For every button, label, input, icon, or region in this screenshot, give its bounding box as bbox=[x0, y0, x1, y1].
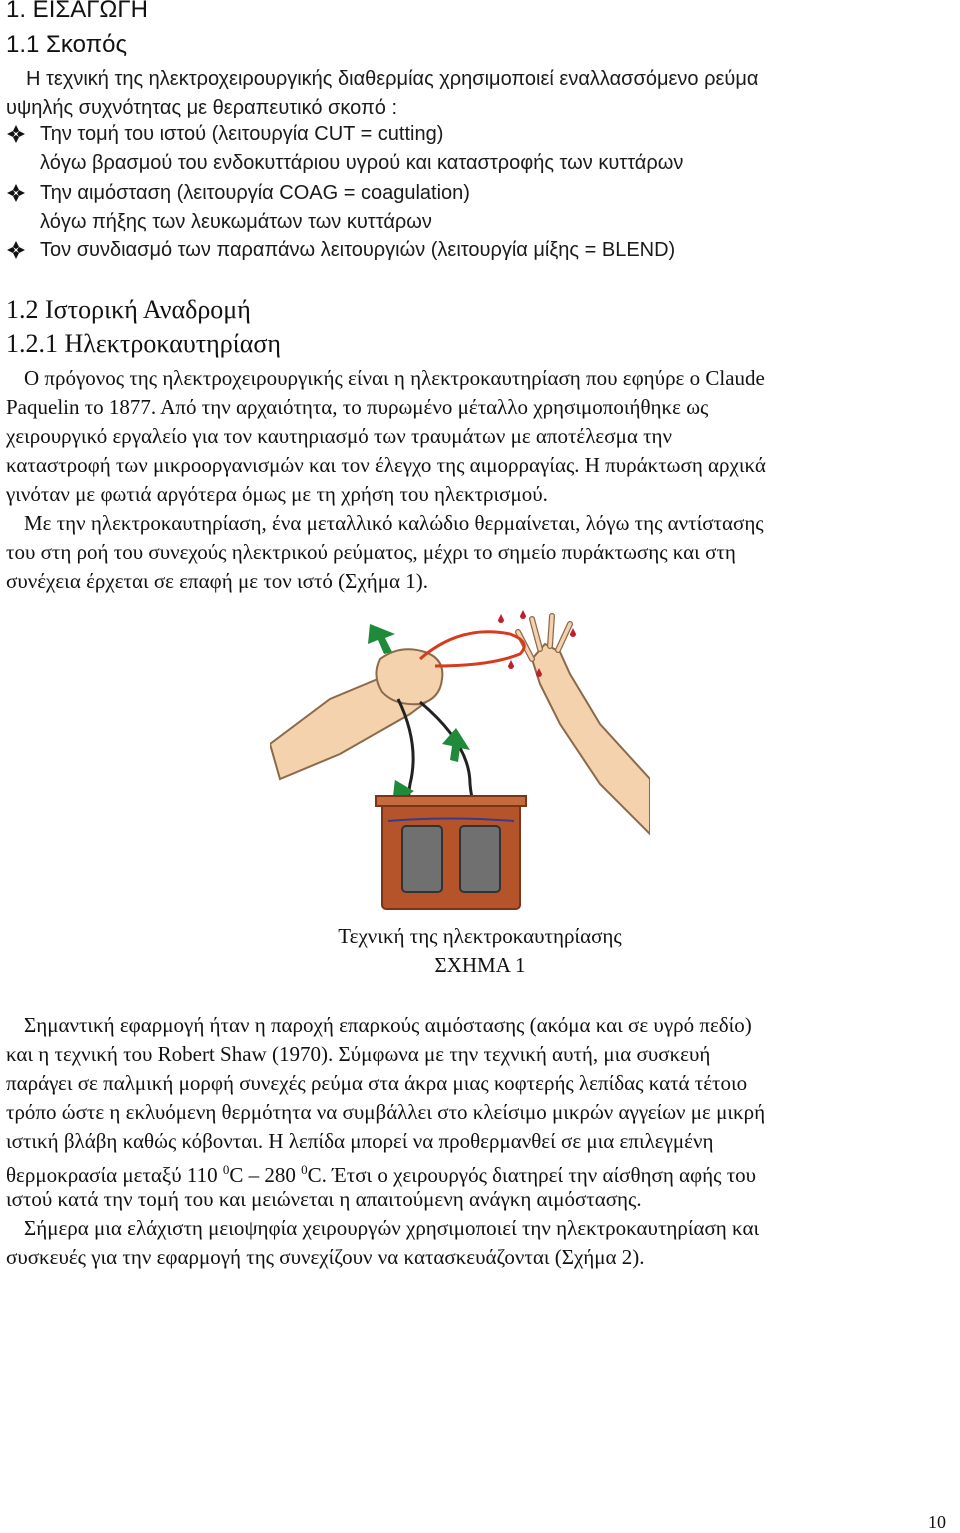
right-arm bbox=[532, 644, 650, 834]
para4-line-1: Σήμερα μια ελάχιστη μειοψηφία χειρουργών χρησιμοποιεί την ηλεκτροκαυτηρίαση και bbox=[24, 1216, 760, 1240]
left-fist bbox=[376, 649, 442, 704]
temp-post: C. Έτσι ο χειρουργός διατηρεί την αίσθηση αφής του bbox=[307, 1163, 757, 1187]
bullet-coag-line-2: λόγω πήξης των λευκωμάτων των κυττάρων bbox=[40, 211, 432, 233]
para4-line-2: συσκευές για την εφαρμογή της συνεχίζουν να κατασκευάζονται (Σχήμα 2). bbox=[6, 1245, 645, 1269]
para1-line-1: Ο πρόγονος της ηλεκτροχειρουργικής είναι η ηλεκτροκαυτηρίαση που εφηύρε ο Claude bbox=[24, 366, 765, 390]
bullet-cut-line-1: Την τομή του ιστού (λειτουργία CUT = cutting) bbox=[40, 123, 444, 145]
para1-line-4: καταστροφή των μικροοργανισμών και τον έλεγχο της αιμορραγίας. Η πυράκτωση αρχικά bbox=[6, 453, 766, 477]
degree-sup: 0 bbox=[222, 1162, 230, 1177]
battery-cell-left bbox=[402, 826, 442, 892]
temp-mid: C – 280 bbox=[229, 1163, 302, 1187]
battery-cell-right bbox=[460, 826, 500, 892]
temp-pre: θερμοκρασία μεταξύ 110 bbox=[6, 1163, 223, 1187]
para1-line-5: γινόταν με φωτιά αργότερα όμως με τη χρήση του ηλεκτρισμού. bbox=[6, 482, 548, 506]
diamond-bullet-icon bbox=[6, 240, 26, 260]
para3-line-5: ιστική βλάβη καθώς κόβονται. Η λεπίδα μπορεί να προθερμανθεί σε μια επιλεγμένη bbox=[6, 1129, 714, 1153]
para1-line-3: χειρουργικό εργαλείο για τον καυτηριασμό των τραυμάτων με αποτέλεσμα την bbox=[6, 424, 673, 448]
para3-line-2: και η τεχνική του Robert Shaw (1970). Σύμφωνα με την τεχνική αυτή, μια συσκευή bbox=[6, 1042, 711, 1066]
para2-line-2: του στη ροή του συνεχούς ηλεκτρικού ρεύματος, μέχρι το σημείο πυράκτωσης και στη bbox=[6, 540, 736, 564]
section-title-history: 1.2 Ιστορική Αναδρομή bbox=[6, 295, 251, 324]
chapter-heading: 1. ΕΙΣΑΓΩΓΗ bbox=[6, 0, 148, 23]
para1-line-2: Paquelin το 1877. Από την αρχαιότητα, το πυρωμένο μέταλλο χρησιμοποιήθηκε ως bbox=[6, 395, 709, 419]
section-title-purpose: 1.1 Σκοπός bbox=[6, 31, 128, 58]
figure-label: ΣΧΗΜΑ 1 bbox=[434, 953, 526, 977]
intro-line-2: υψηλής συχνότητας με θεραπευτικό σκοπό : bbox=[6, 97, 398, 119]
bullet-blend-line-1: Τον συνδιασμό των παραπάνω λειτουργιών (λειτουργία μίξης = BLEND) bbox=[40, 239, 676, 261]
intro-line-1: Η τεχνική της ηλεκτροχειρουργικής διαθερμίας χρησιμοποιεί εναλλασσόμενο ρεύμα bbox=[26, 68, 759, 90]
para3-end: ιστού κατά την τομή του και μειώνεται η απαιτούμενη ανάγκη αιμόστασης. bbox=[6, 1187, 642, 1211]
bullet-cut-line-2: λόγω βρασμού του ενδοκυττάριου υγρού και καταστροφής των κυττάρων bbox=[40, 152, 684, 174]
para3-line-1: Σημαντική εφαρμογή ήταν η παροχή επαρκούς αιμόστασης (ακόμα και σε υγρό πεδίο) bbox=[24, 1013, 752, 1037]
para2-line-1: Με την ηλεκτροκαυτηρίαση, ένα μεταλλικό καλώδιο θερμαίνεται, λόγω της αντίστασης bbox=[24, 511, 764, 535]
para3-line-3: παράγει σε παλμική μορφή συνεχές ρεύμα στα άκρα μιας κοφτερής λεπίδας κατά τέτοιο bbox=[6, 1071, 748, 1095]
page-number: 10 bbox=[928, 1512, 946, 1532]
degree-sup: 0 bbox=[301, 1162, 308, 1177]
para2-line-3: συνέχεια έρχεται σε επαφή με τον ιστό (Σχήμα 1). bbox=[6, 569, 428, 593]
figure-caption: Τεχνική της ηλεκτροκαυτηρίασης bbox=[338, 924, 622, 948]
para3-line-4: τρόπο ώστε η εκλυόμενη θερμότητα να συμβάλλει στο κλείσιμο μικρών αγγείων με μικρή bbox=[6, 1100, 766, 1124]
subsection-title-electrocautery: 1.2.1 Ηλεκτροκαυτηρίαση bbox=[6, 329, 281, 358]
diamond-bullet-icon bbox=[6, 124, 26, 144]
bullet-coag-line-1: Την αιμόσταση (λειτουργία COAG = coagulation) bbox=[40, 182, 470, 204]
electrocautery-figure bbox=[270, 604, 650, 914]
diamond-bullet-icon bbox=[6, 183, 26, 203]
